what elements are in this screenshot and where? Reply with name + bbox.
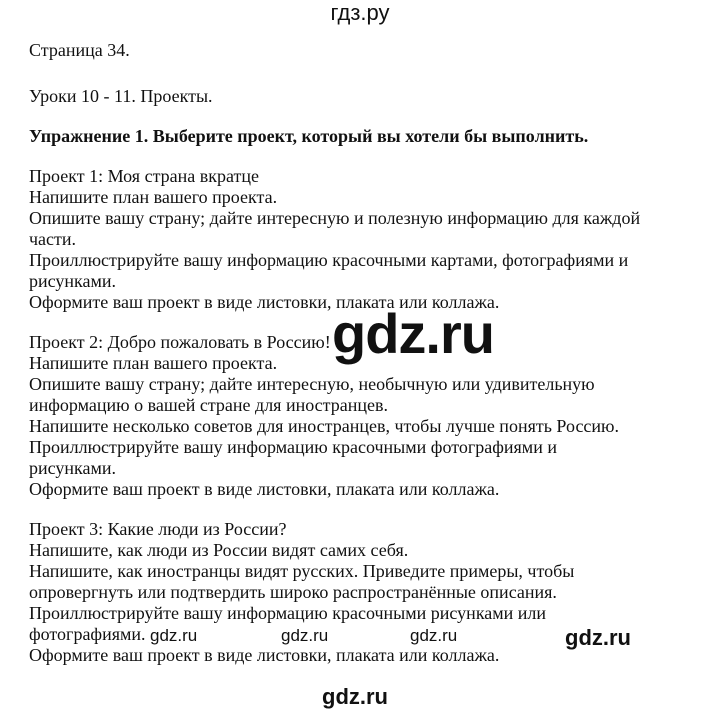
watermark-small: gdz.ru bbox=[281, 626, 329, 645]
site-header: гдз.ру bbox=[330, 0, 390, 25]
watermark-small: gdz.ru bbox=[410, 626, 458, 645]
watermark-small: gdz.ru bbox=[150, 626, 198, 645]
project3-line: опровергнуть или подтвердить широко распространённые описания. bbox=[29, 582, 557, 602]
page-label: Страница 34. bbox=[29, 40, 130, 60]
watermark-bottom: gdz.ru bbox=[322, 684, 388, 709]
project2-line: Напишите план вашего проекта. bbox=[29, 353, 278, 373]
project3-line: Оформите ваш проект в виде листовки, плаката или коллажа. bbox=[29, 645, 500, 665]
project2-line: Оформите ваш проект в виде листовки, плаката или коллажа. bbox=[29, 479, 500, 499]
project3-title: Проект 3: Какие люди из России? bbox=[29, 519, 287, 539]
project2-line: Опишите вашу страну; дайте интересную, необычную или удивительную bbox=[29, 374, 595, 394]
project1-line: Проиллюстрируйте вашу информацию красочными картами, фотографиями и bbox=[29, 250, 629, 270]
project2-line: информацию о вашей стране для иностранцев. bbox=[29, 395, 388, 415]
project2-line: Проиллюстрируйте вашу информацию красочными фотографиями и bbox=[29, 437, 557, 457]
project1-line: части. bbox=[29, 229, 77, 249]
project1-line: Оформите ваш проект в виде листовки, плаката или коллажа. bbox=[29, 292, 500, 312]
project2-title: Проект 2: Добро пожаловать в Россию! bbox=[29, 332, 331, 352]
project1-line: Напишите план вашего проекта. bbox=[29, 187, 278, 207]
project2-line: рисунками. bbox=[29, 458, 117, 478]
project1-line: рисунками. bbox=[29, 271, 117, 291]
lesson-title: Уроки 10 - 11. Проекты. bbox=[29, 86, 213, 106]
watermark-large: gdz.ru bbox=[332, 302, 494, 365]
project3-line: Проиллюстрируйте вашу информацию красочными рисунками или bbox=[29, 603, 547, 623]
watermark-medium: gdz.ru bbox=[565, 625, 631, 650]
exercise-heading: Упражнение 1. Выберите проект, который вы хотели бы выполнить. bbox=[29, 126, 589, 146]
project1-line: Опишите вашу страну; дайте интересную и полезную информацию для каждой bbox=[29, 208, 641, 228]
project1-title: Проект 1: Моя страна вкратце bbox=[29, 166, 260, 186]
project3-line: Напишите, как люди из России видят самих себя. bbox=[29, 540, 409, 560]
project2-line: Напишите несколько советов для иностранцев, чтобы лучше понять Россию. bbox=[29, 416, 620, 436]
project3-line: фотографиями. bbox=[29, 624, 146, 644]
project3-line: Напишите, как иностранцы видят русских. Приведите примеры, чтобы bbox=[29, 561, 575, 581]
